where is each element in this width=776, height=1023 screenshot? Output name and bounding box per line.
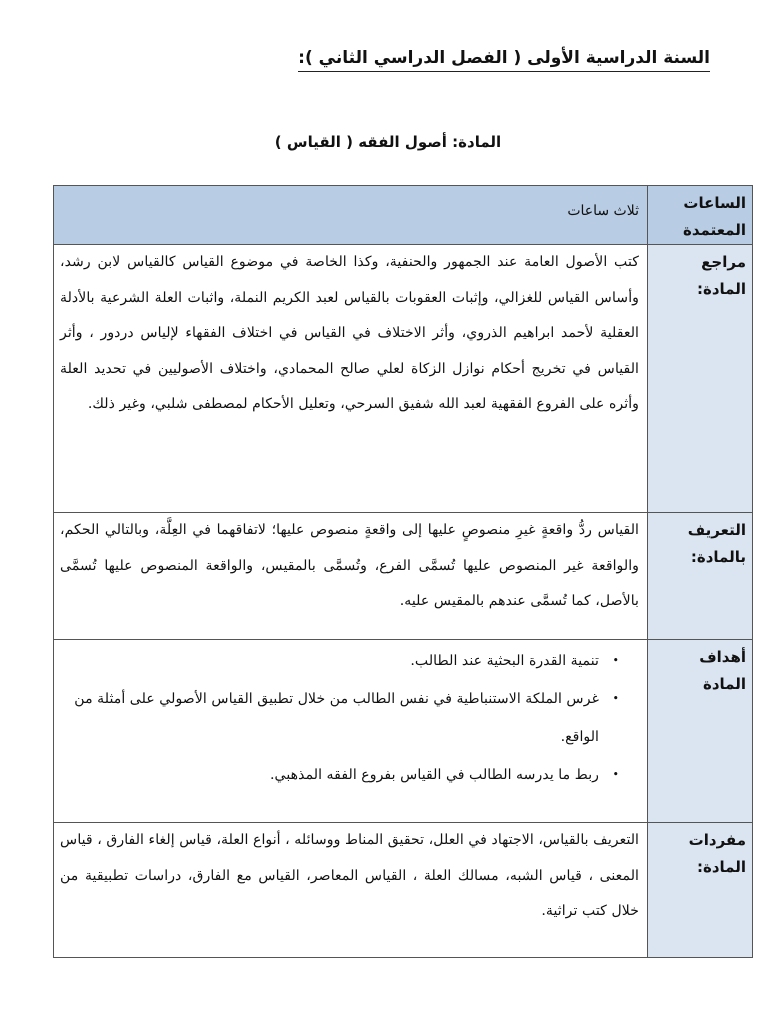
course-description-table (53, 185, 753, 958)
row-label-credit-hours: الساعات المعتمدة (648, 186, 753, 245)
objective-text: ربط ما يدرسه الطالب في القياس بفروع الفقه المذهبي. (270, 767, 599, 783)
row-content-references: كتب الأصول العامة عند الجمهور والحنفية، وكذا الخاصة في موضوع القياس كالقياس لابن رشد، وأساس القياس للغزالي، وإثبات العقوبات بالقياس لعبد الكريم النملة، واثبات العلة الشرعية بالأدلة العقلية لأحمد ابراهيم الذروي، وأثر الاختلاف في القياس في اختلاف الفقهاء لإلياس دردور ، وأثر القياس في تخريج أحكام نوازل الزكاة لعلي صالح المحمادي، واختلاف الأصوليين في تحديد العلة وأثره على الفروع الفقهية لعبد الله شفيق السرحي، وتعليل الأحكام لمصطفى شلبي، وغير ذلك. (54, 245, 648, 513)
year-semester-title: السنة الدراسية الأولى ( الفصل الدراسي الثاني ): (298, 46, 710, 72)
objective-item (60, 756, 619, 794)
bullet-icon: • (612, 654, 619, 667)
objective-text: غرس الملكة الاستنباطية في نفس الطالب من خلال تطبيق القياس الأصولي على أمثلة من الواقع. (74, 691, 599, 745)
row-content-credit-hours: ثلاث ساعات (54, 186, 648, 245)
row-content-syllabus-topics: التعريف بالقياس، الاجتهاد في العلل، تحقيق المناط ووسائله ، أنواع العلة، قياس إلغاء الفارق ، قياس المعنى ، قياس الشبه، مسالك العلة ، القياس المعاصر، القياس مع الفارق، دراسات تطبيقية من خلال كتب تراثية. (54, 823, 648, 958)
row-label-objectives: أهداف المادة (648, 640, 753, 823)
row-label-definition: التعريف بالمادة: (648, 513, 753, 640)
objective-text: تنمية القدرة البحثية عند الطالب. (410, 653, 599, 669)
table-row-syllabus-topics (54, 823, 753, 958)
row-label-syllabus-topics: مفردات المادة: (648, 823, 753, 958)
row-content-objectives (54, 640, 648, 823)
table-row-references (54, 245, 753, 513)
table-row-definition (54, 513, 753, 640)
row-label-references: مراجع المادة: (648, 245, 753, 513)
table-row-objectives (54, 640, 753, 823)
bullet-icon: • (612, 692, 619, 705)
objective-item (60, 680, 619, 756)
row-content-definition: القياس ردُّ واقعةٍ غيرِ منصوصٍ عليها إلى واقعةٍ منصوص عليها؛ لاتفاقهما في العِلَّة، وبالتالي الحكم، والواقعة غير المنصوص عليها تُسمَّى الفرع، وتُسمَّى بالمقيس، والواقعة المنصوص عليها تُسمَّى بالأصل، كما تُسمَّى عندهم بالمقيس عليه. (54, 513, 648, 640)
objective-item (60, 642, 619, 680)
bullet-icon: • (612, 768, 619, 781)
objectives-list (60, 642, 639, 794)
subject-title: المادة: أصول الفقه ( القياس ) (274, 133, 502, 151)
table-row-credit-hours (54, 186, 753, 245)
